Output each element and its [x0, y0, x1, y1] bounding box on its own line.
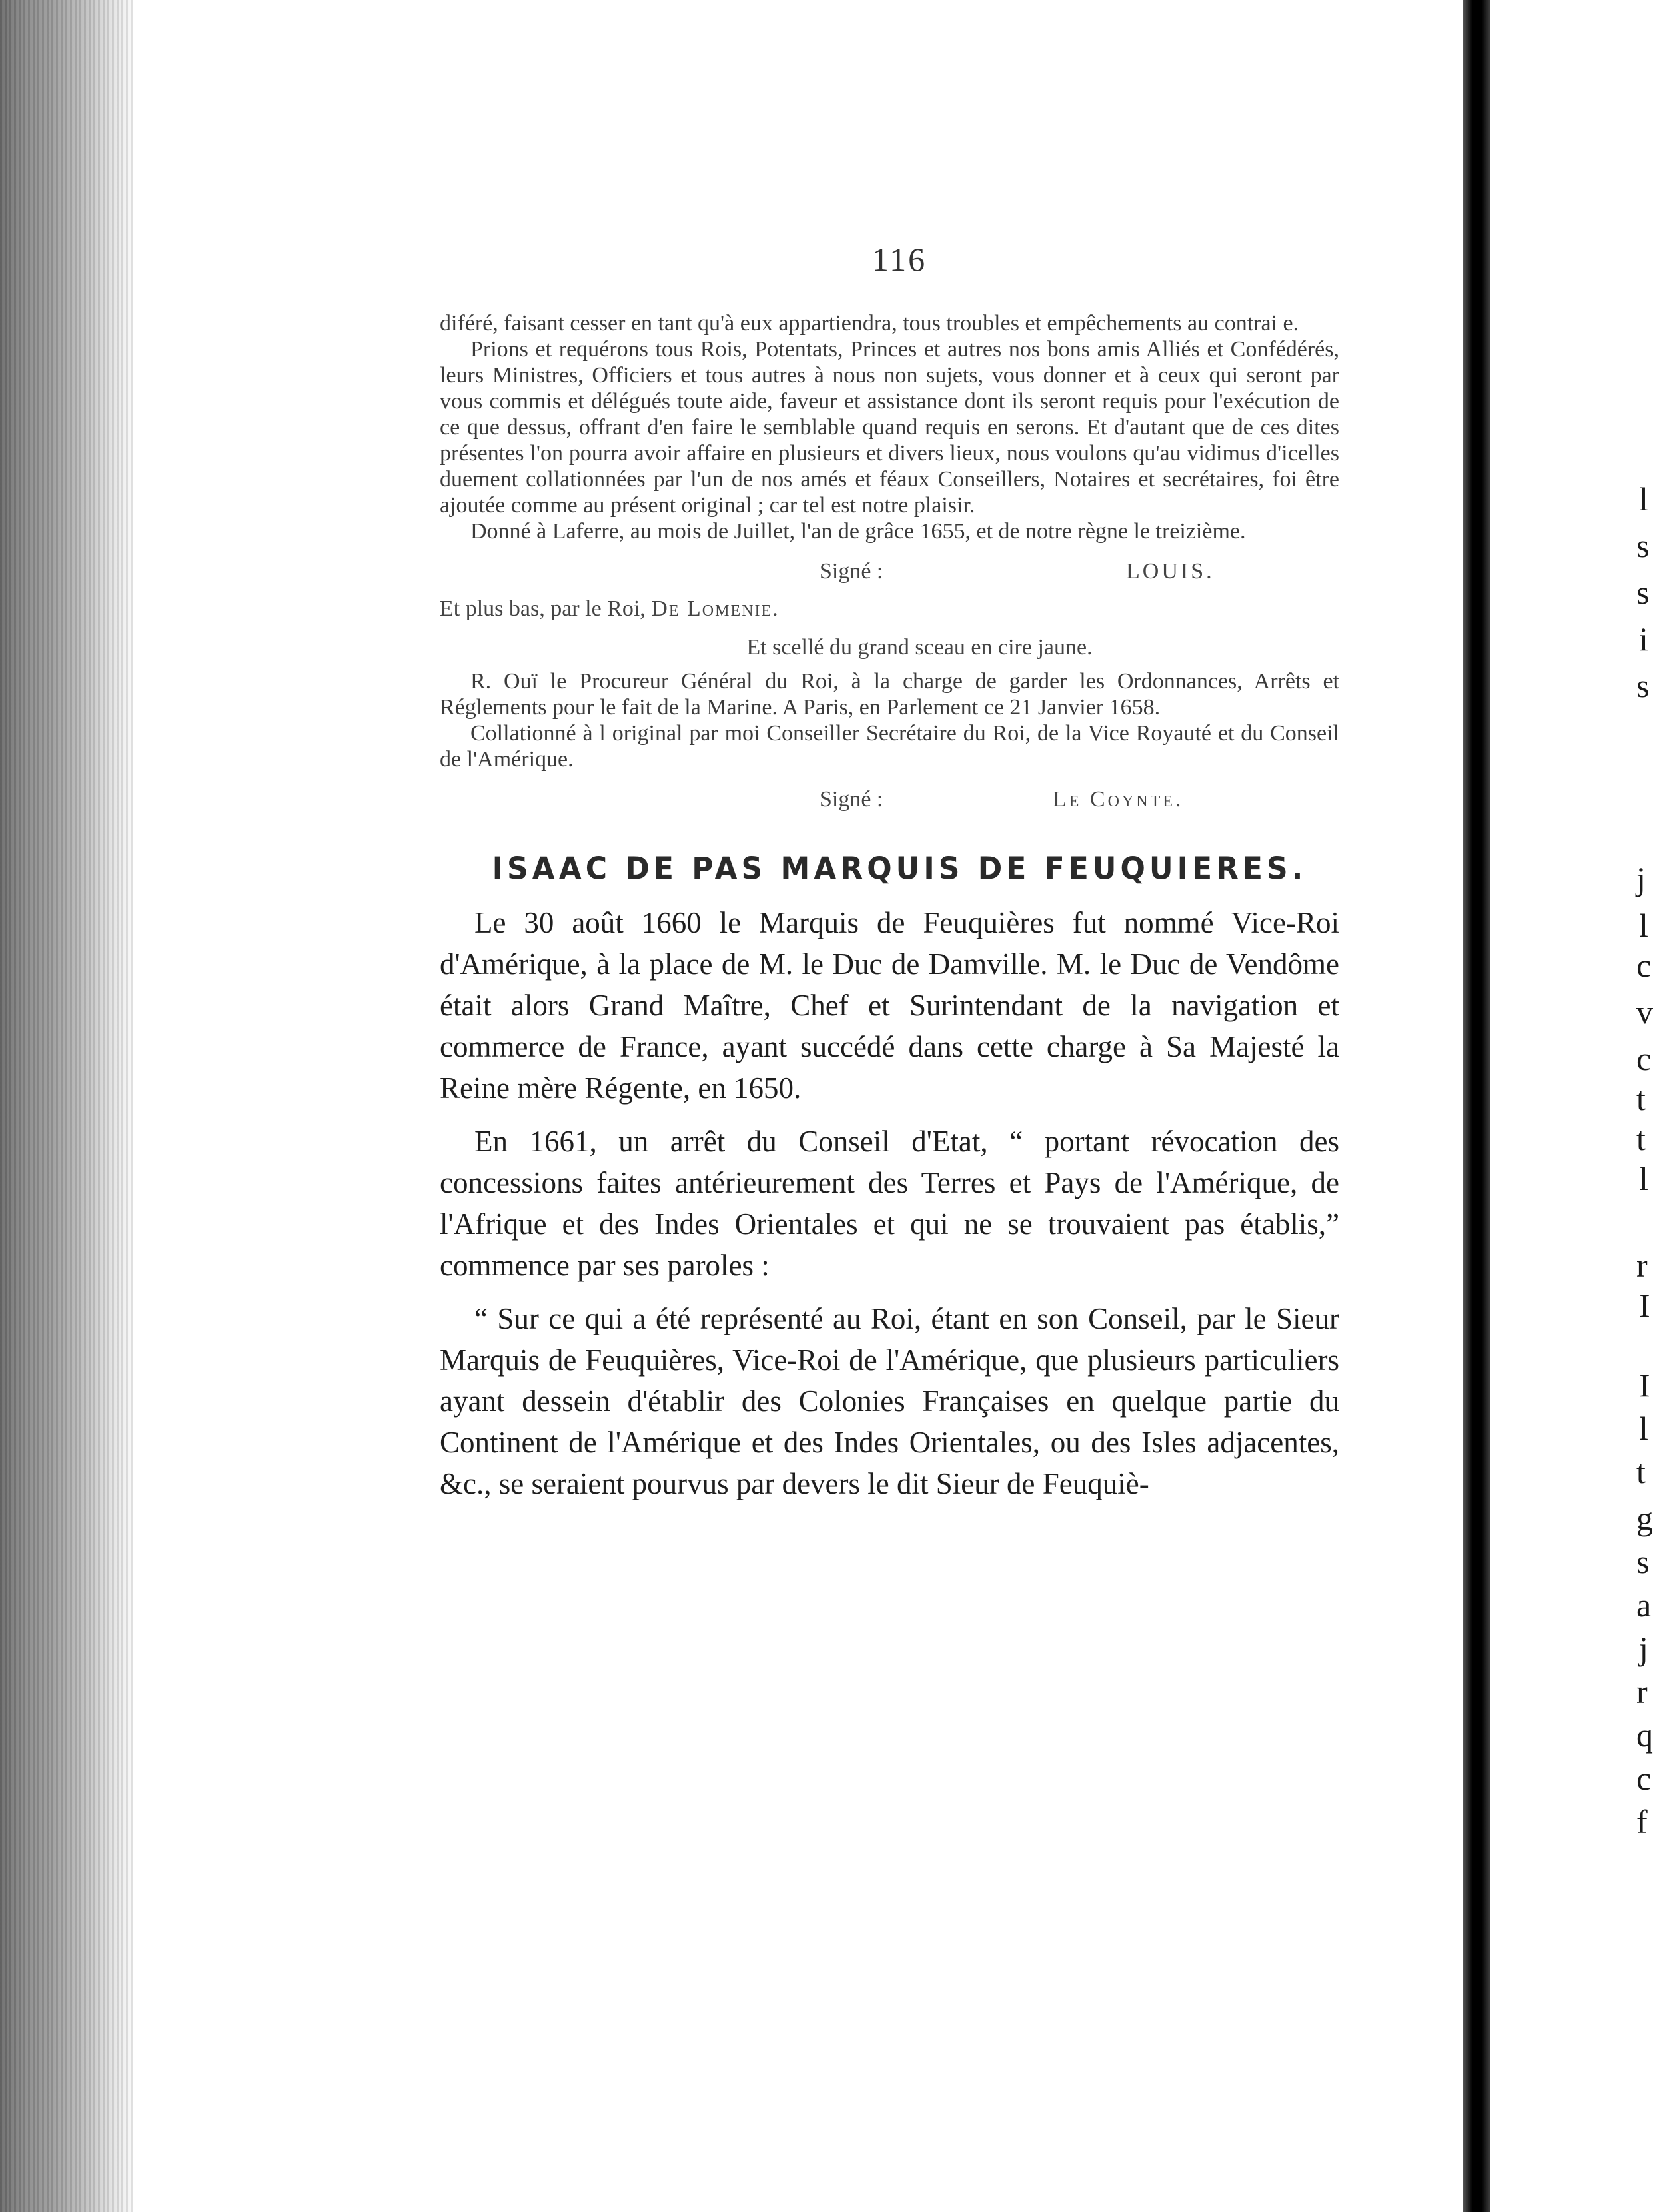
facing-page-fragment: q	[1636, 1716, 1653, 1754]
page-number: 116	[871, 241, 927, 278]
facing-page-fragment: r	[1636, 1673, 1648, 1710]
facing-page-fragment: s	[1636, 574, 1650, 611]
registration-paragraph: Collationné à l original par moi Conseiller Secrétaire du Roi, de la Vice Royauté et du Conseil de l'Amérique.	[440, 721, 1339, 772]
registration-paragraph: R. Ouï le Procureur Général du Roi, à la charge de garder les Ordonnances, Arrêts et Réglements pour le fait de la Marine. A Paris, en Parlement ce 21 Janvier 1658.	[440, 669, 1339, 720]
facing-page-fragment: c	[1636, 1040, 1652, 1077]
page-gutter	[1463, 0, 1490, 2212]
facing-page-fragment: t	[1636, 1080, 1646, 1117]
facing-page-fragment: s	[1636, 527, 1650, 564]
book-spine	[0, 0, 133, 2212]
facing-page-fragment: l	[1639, 907, 1648, 944]
countersignature-prefix: Et plus bas, par le Roi,	[440, 596, 646, 621]
facing-page-fragment: a	[1636, 1586, 1652, 1624]
facing-page-fragment: l	[1639, 1410, 1648, 1447]
facing-page-fragment: t	[1636, 1120, 1646, 1157]
signature-le-coynte	[440, 780, 1339, 820]
letter-paragraph: diféré, faisant cesser en tant qu'à eux appartiendra, tous troubles et empêchements au contrai e.	[440, 311, 1299, 336]
seal-statement: Et scellé du grand sceau en cire jaune.	[746, 635, 1093, 660]
section-heading: ISAAC DE PAS MARQUIS DE FEUQUIERES.	[492, 851, 1307, 887]
main-text	[440, 902, 1339, 1504]
facing-page-fragment: g	[1636, 1500, 1653, 1537]
body-paragraph: Le 30 août 1660 le Marquis de Feuquières fut nommé Vice-Roi d'Amérique, à la place de M. le Duc de Damville. M. le Duc de Vendôme était alors Grand Maître, Chef et Surintendant de la navigation et commerce de France, ayant succédé dans cette charge à Sa Majesté la Reine mère Régente, en 1650.	[440, 906, 1339, 1105]
facing-page-fragment: f	[1636, 1803, 1648, 1840]
facing-page-fragment: l	[1639, 480, 1648, 518]
signature-name: LOUIS.	[1126, 559, 1215, 584]
royal-letter-excerpt	[440, 310, 1339, 544]
facing-page-fragment: c	[1636, 947, 1652, 984]
facing-page-fragment: j	[1639, 1630, 1648, 1667]
letter-paragraph: Prions et requérons tous Rois, Potentats, Princes et autres nos bons amis Alliés et Confédérés, leurs Ministres, Officiers et tous autres à nous non sujets, vous donner et à ceux qui seront par vous commis et délégués toute aide, faveur et assistance dont ils seront requis pour l'exécution de ce que dessus, offrant d'en faire le semblable quand requis en serons. Et d'autant que de ces dites présentes l'on pourra avoir affaire en plusieurs et divers lieux, nous voulons qu'au vidimus d'icelles duement collationnées par l'un de nos amés et féaux Conseillers, Notaires et secrétaires, foi être ajoutée comme au présent original ; car tel est notre plaisir.	[440, 337, 1339, 518]
countersignature	[440, 596, 1339, 622]
book-page	[440, 240, 1339, 1516]
facing-page	[1490, 0, 1653, 2212]
facing-page-fragment: I	[1639, 1367, 1650, 1404]
facing-page-fragment: s	[1636, 667, 1650, 704]
registration-notes	[440, 668, 1339, 772]
facing-page-fragment: s	[1636, 1543, 1650, 1580]
facing-page-fragment: v	[1636, 993, 1653, 1031]
signature-louis	[440, 552, 1339, 592]
body-paragraph: “ Sur ce qui a été représenté au Roi, étant en son Conseil, par le Sieur Marquis de Feuquières, Vice-Roi de l'Amérique, que plusieurs particuliers ayant dessein d'établir des Colonies Françaises en quelque partie du Continent de l'Amérique et des Indes Orientales, ou des Isles adjacentes, &c., se seraient pourvus par devers le dit Sieur de Feuquiè-	[440, 1302, 1339, 1500]
facing-page-fragment: r	[1636, 1247, 1648, 1284]
facing-page-fragment: l	[1639, 1160, 1648, 1197]
facing-page-fragment: c	[1636, 1760, 1652, 1797]
facing-page-fragment: I	[1639, 1287, 1650, 1324]
signature-label: Signé :	[820, 787, 883, 812]
facing-page-fragment: t	[1636, 1453, 1646, 1490]
letter-paragraph: Donné à Laferre, au mois de Juillet, l'an de grâce 1655, et de notre règne le treizième.	[470, 519, 1246, 544]
countersignature-name: De Lomenie.	[651, 596, 780, 621]
facing-page-fragment: j	[1636, 860, 1646, 897]
signature-name: Le Coynte.	[1053, 787, 1184, 812]
signature-label: Signé :	[820, 559, 883, 584]
facing-page-fragment: i	[1639, 620, 1648, 658]
body-paragraph: En 1661, un arrêt du Conseil d'Etat, “ portant révocation des concessions faites antérieurement des Terres et Pays de l'Amérique, de l'Afrique et des Indes Orientales et qui ne se trouvaient pas établis,” commence par ses paroles :	[440, 1125, 1339, 1282]
